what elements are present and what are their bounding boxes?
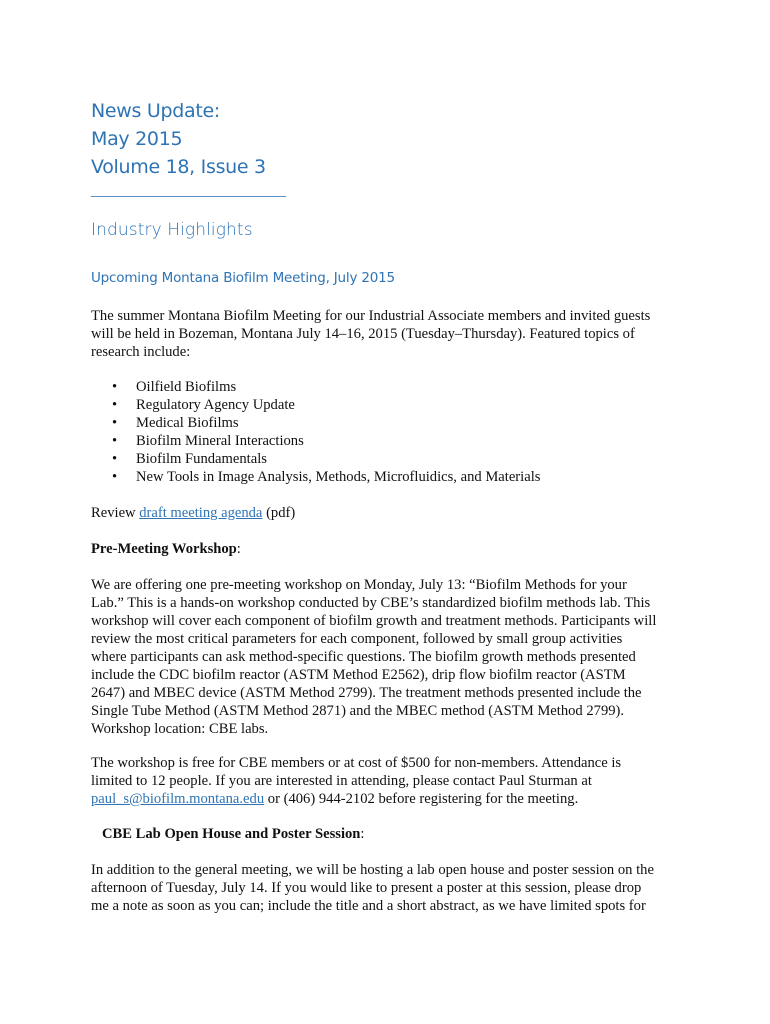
open-house-paragraph [91, 861, 691, 915]
workshop-paragraph [91, 576, 691, 738]
open-house-line: afternoon of Tuesday, July 14. If you would like to present a poster at this session, please drop [91, 880, 642, 896]
intro-paragraph [91, 307, 691, 361]
workshop-line: workshop will cover each component of biofilm growth and treatment methods. Participants will [91, 613, 657, 629]
list-item: • Regulatory Agency Update [112, 397, 295, 413]
title-line-volume: Volume 18, Issue 3 [91, 156, 266, 178]
workshop-line: Lab.” This is a hands-on workshop conducted by CBE’s standardized biofilm methods lab. This [91, 595, 651, 611]
bullet-icon: • [112, 397, 118, 413]
open-house-line: In addition to the general meeting, we will be hosting a lab open house and poster session on the [91, 862, 654, 878]
bullet-icon: • [112, 379, 118, 395]
newsletter-title [91, 97, 266, 181]
intro-line: will be held in Bozeman, Montana July 14–16, 2015 (Tuesday–Thursday). Featured topics of [91, 326, 635, 342]
title-divider [91, 196, 286, 197]
title-line-news-update: News Update: [91, 100, 220, 122]
fees-line: limited to 12 people. If you are interested in attending, please contact Paul Sturman at [91, 773, 592, 789]
workshop-line: review the most critical parameters for each component, followed by small group activities [91, 631, 623, 647]
list-item: • Oilfield Biofilms [112, 379, 237, 395]
draft-agenda-link[interactable]: draft meeting agenda [139, 505, 263, 521]
list-item: • Biofilm Mineral Interactions [112, 433, 304, 449]
intro-line: research include: [91, 344, 191, 360]
list-item: • Medical Biofilms [112, 415, 239, 431]
title-line-date: May 2015 [91, 128, 183, 150]
workshop-line: Workshop location: CBE labs. [91, 721, 269, 737]
workshop-line: 2647) and MBEC device (ASTM Method 2799). The treatment methods presented include the [91, 685, 642, 701]
email-link[interactable]: paul_s@biofilm.montana.edu [91, 791, 265, 807]
open-house-line: me a note as soon as you can; include the title and a short abstract, as we have limited spots for [91, 898, 646, 914]
workshop-line: where participants can ask method-specific questions. The biofilm growth methods presented [91, 649, 636, 665]
section-heading: Industry Highlights [91, 220, 253, 240]
list-item: • New Tools in Image Analysis, Methods, Microfluidics, and Materials [112, 469, 541, 485]
open-house-heading: CBE Lab Open House and Poster Session: [102, 826, 365, 842]
topics-list [110, 378, 540, 486]
fees-paragraph: The workshop is free for CBE members or at cost of $500 for non-members. Attendance is limited to 12 people. If you are interested in attending, please contact Paul Sturman at paul_s@biofilm.montana.edu or (406) 944-2102 before registering for the meeting. [91, 754, 691, 808]
bullet-icon: • [112, 415, 118, 431]
fees-line: The workshop is free for CBE members or at cost of $500 for non-members. Attendance is [91, 755, 622, 771]
workshop-line: Single Tube Method (ASTM Method 2871) and the MBEC method (ASTM Method 2799). [91, 703, 625, 719]
review-agenda-line: Review draft meeting agenda (pdf) [91, 505, 296, 521]
workshop-line: We are offering one pre-meeting workshop on Monday, July 13: “Biofilm Methods for your [91, 577, 627, 593]
bullet-icon: • [112, 469, 118, 485]
workshop-heading: Pre-Meeting Workshop: [91, 541, 241, 557]
list-item: • Biofilm Fundamentals [112, 451, 267, 467]
intro-line: The summer Montana Biofilm Meeting for our Industrial Associate members and invited guests [91, 308, 651, 324]
bullet-icon: • [112, 433, 118, 449]
article-subheading: Upcoming Montana Biofilm Meeting, July 2015 [91, 270, 395, 286]
workshop-line: include the CDC biofilm reactor (ASTM Method E2562), drip flow biofilm reactor (ASTM [91, 667, 626, 683]
bullet-icon: • [112, 451, 118, 467]
